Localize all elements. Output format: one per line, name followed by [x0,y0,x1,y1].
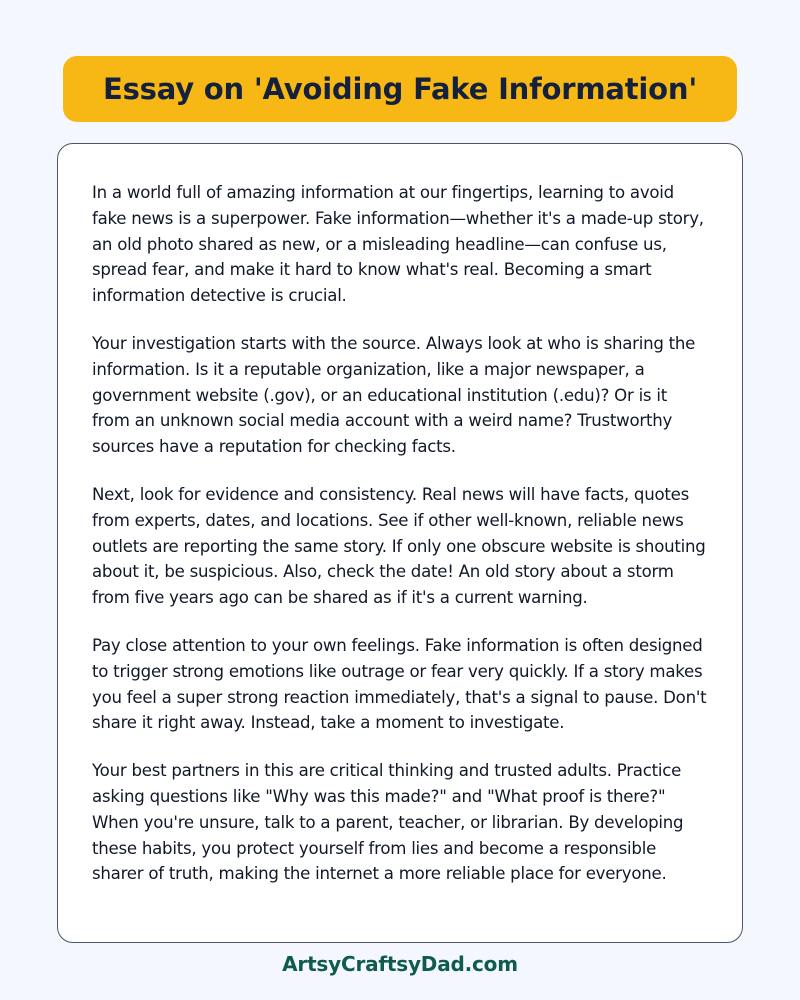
essay-card [57,143,743,943]
essay-paragraph: Your best partners in this are critical thinking and trusted adults. Practice asking questions like "Why was this made?" and "What proof is there?" When you're unsure, talk to a parent, teacher, or librarian. By developing these habits, you protect yourself from lies and become a responsible sharer of truth, making the internet a more reliable place for everyone. [92,761,684,884]
page-title: Essay on 'Avoiding Fake Information' [103,72,697,106]
footer [0,952,800,976]
title-banner [63,56,737,122]
essay-paragraph: In a world full of amazing information at our fingertips, learning to avoid fake news is a superpower. Fake information—whether it's a made-up story, an old photo shared as new, or a misleading headline—can confuse us, spread fear, and make it hard to know what's real. Becoming a smart information detective is crucial. [92,183,704,306]
essay-paragraph: Your investigation starts with the source. Always look at who is sharing the information. Is it a reputable organization, like a major newspaper, a government website (.gov), or an educational institution (.edu)? Or is it from an unknown social media account with a weird name? Trustworthy sources have a reputation for checking facts. [92,333,696,457]
essay-paragraph: Next, look for evidence and consistency. Real news will have facts, quotes from experts, dates, and locations. See if other well-known, reliable news outlets are reporting the same story. If only one obscure website is shouting about it, be suspicious. Also, check the date! An old story about a storm from five years ago can be shared as if it's a current warning. [92,484,706,608]
site-name: ArtsyCraftsyDad.com [282,952,518,976]
essay-paragraph: Pay close attention to your own feelings. Fake information is often designed to trigger strong emotions like outrage or fear very quickly. If a story makes you feel a super strong reaction immediately, that's a signal to pause. Don't share it right away. Instead, take a moment to investigate. [92,635,707,733]
